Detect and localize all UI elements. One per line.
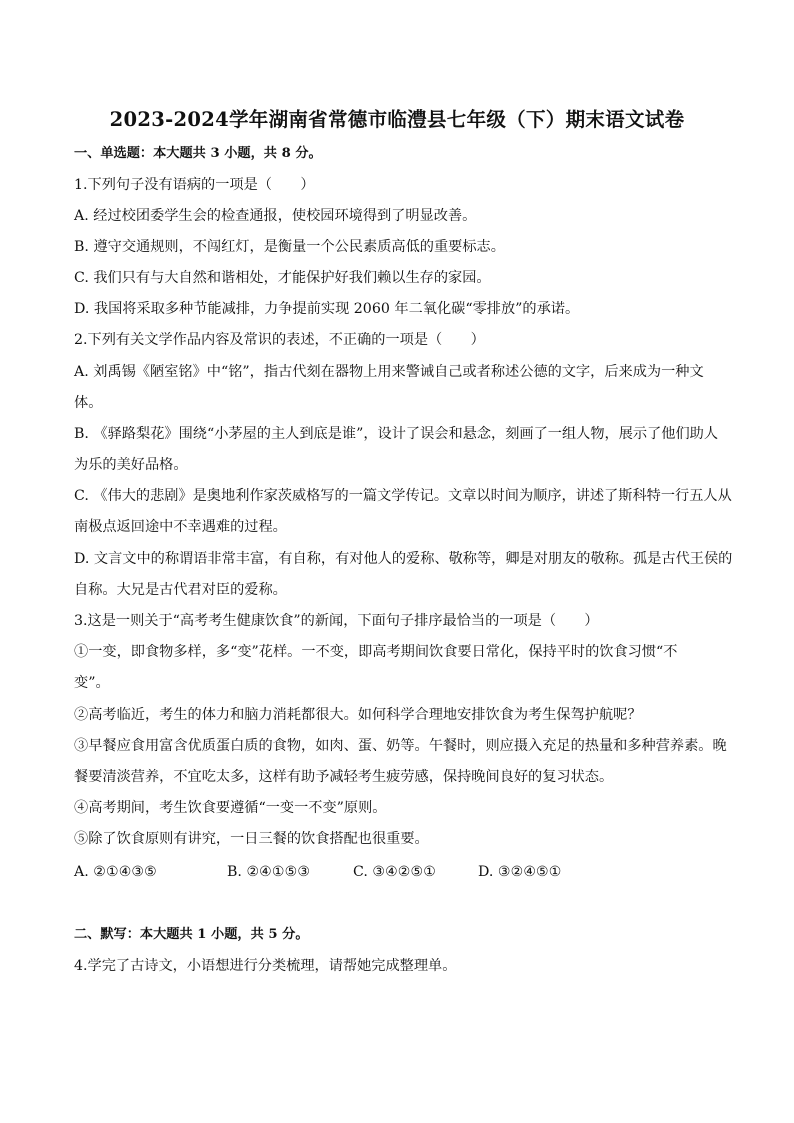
question-1-stem: 1.下列句子没有语病的一项是（ ） <box>74 177 315 193</box>
question-2-stem: 2.下列有关文学作品内容及常识的表述，不正确的一项是（ ） <box>74 332 485 348</box>
question-1-option-d: D. 我国将采取多种节能减排，力争提前实现 2060 年二氧化碳“零排放”的承诺。 <box>74 301 580 317</box>
question-2-option-a-line2: 体。 <box>74 395 103 411</box>
question-2-option-d-line1: D. 文言文中的称谓语非常丰富，有自称，有对他人的爱称、敬称等，卿是对朋友的敬称。孤是古代王侯的 <box>74 551 733 567</box>
exam-title: 2023-2024学年湖南省常德市临澧县七年级（下）期末语文试卷 <box>109 108 685 131</box>
question-2-option-b-line2: 为乐的美好品格。 <box>74 457 188 473</box>
question-2-option-d-line2: 自称。大兄是古代君对臣的爱称。 <box>74 582 287 598</box>
question-3-option-a: A. ②①④③⑤ <box>74 864 157 880</box>
question-2-option-b-line1: B. 《驿路梨花》围绕“小茅屋的主人到底是谁”，设计了误会和悬念，刻画了一组人物，展示了他们助人 <box>74 426 719 442</box>
question-4-stem: 4.学完了古诗文，小语想进行分类梳理，请帮她完成整理单。 <box>74 958 457 974</box>
question-2-option-c-line1: C. 《伟大的悲剧》是奥地利作家茨威格写的一篇文学传记。文章以时间为顺序，讲述了斯科特一行五人从 <box>74 488 732 504</box>
question-3-sentence-3-line1: ③早餐应食用富含优质蛋白质的食物，如肉、蛋、奶等。午餐时，则应摄入充足的热量和多种营养素。晚 <box>74 738 727 754</box>
question-1-option-c: C. 我们只有与大自然和谐相处，才能保护好我们赖以生存的家园。 <box>74 270 491 286</box>
section-heading-single-choice: 一、单选题：本大题共 3 小题，共 8 分。 <box>74 146 322 161</box>
question-3-option-d: D. ③②④⑤① <box>478 864 562 880</box>
question-1-option-b: B. 遵守交通规则，不闯红灯，是衡量一个公民素质高低的重要标志。 <box>74 239 505 255</box>
question-3-sentence-1-line2: 变”。 <box>74 675 110 691</box>
question-2-option-a-line1: A. 刘禹锡《陋室铭》中“铭”，指古代刻在器物上用来警诫自己或者称述公德的文字，后来成为一种文 <box>74 364 704 380</box>
question-3-sentence-2: ②高考临近，考生的体力和脑力消耗都很大。如何科学合理地安排饮食为考生保驾护航呢？ <box>74 707 642 723</box>
question-2-option-c-line2: 南极点返回途中不幸遇难的过程。 <box>74 519 287 535</box>
question-3-option-c: C. ③④②⑤① <box>353 864 436 880</box>
question-3-option-b: B. ②④①⑤③ <box>227 864 311 880</box>
question-3-sentence-4: ④高考期间，考生饮食要遵循“一变一不变”原则。 <box>74 800 387 816</box>
question-3-sentence-1-line1: ①一变，即食物多样，多“变”花样。一不变，即高考期间饮食要日常化，保持平时的饮食习惯“不 <box>74 644 678 660</box>
question-3-stem: 3.这是一则关于“高考考生健康饮食”的新闻，下面句子排序最恰当的一项是（ ） <box>74 613 599 629</box>
question-1-option-a: A. 经过校团委学生会的检查通报，使校园环境得到了明显改善。 <box>74 208 477 224</box>
question-3-sentence-5: ⑤除了饮食原则有讲究，一日三餐的饮食搭配也很重要。 <box>74 831 429 847</box>
section-heading-dictation: 二、默写：本大题共 1 小题，共 5 分。 <box>74 927 309 942</box>
question-3-sentence-3-line2: 餐要清淡营养，不宜吃太多，这样有助予减轻考生疲劳感，保持晚间良好的复习状态。 <box>74 769 614 785</box>
